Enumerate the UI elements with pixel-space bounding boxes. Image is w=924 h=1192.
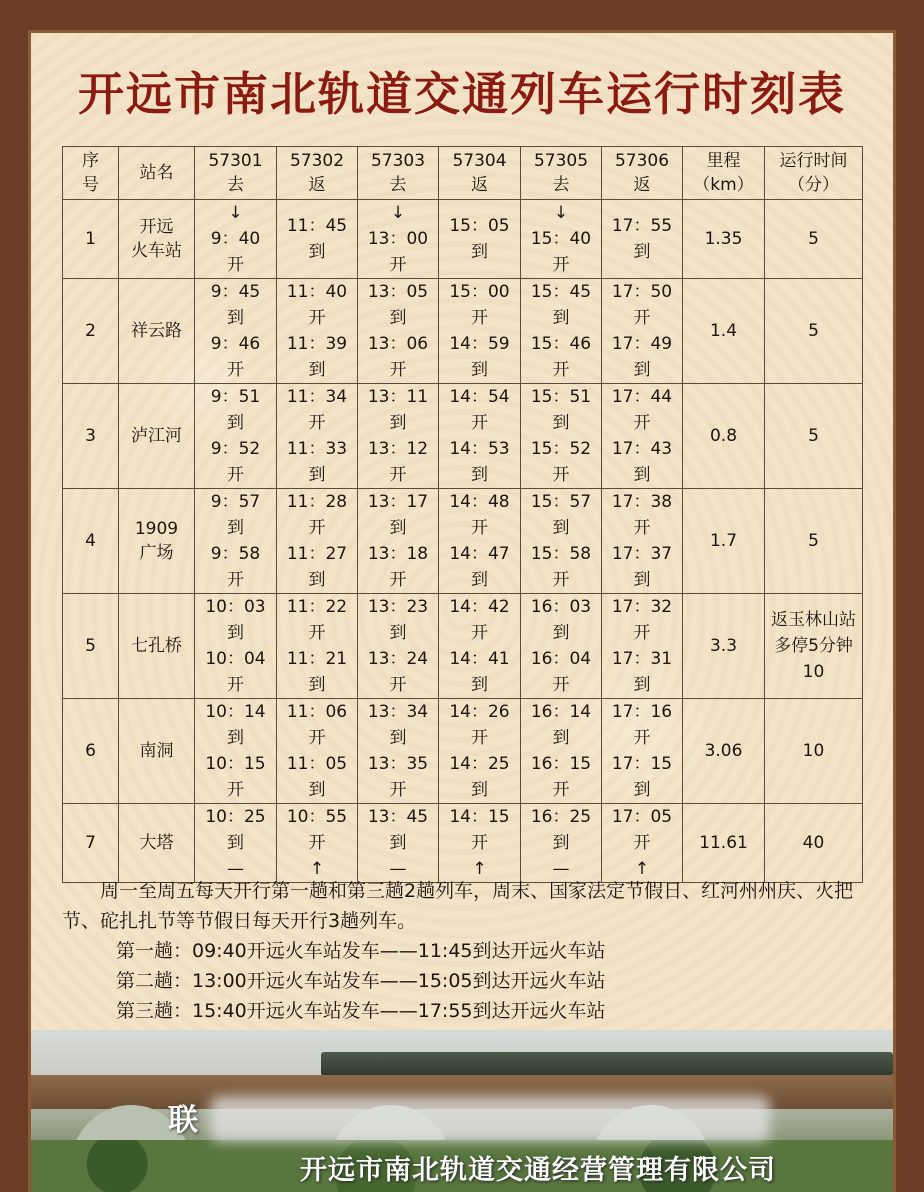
- station-name: 1909 广场: [119, 489, 195, 594]
- time-cell: 16：25 到 —: [521, 804, 602, 883]
- time-cell: 13：11 到 13：12 开: [358, 384, 439, 489]
- time-cell: 14：42 开 14：41 到: [439, 594, 521, 699]
- header-runtime: 运行时间 （分）: [765, 147, 863, 200]
- header-train: 57305 去: [521, 147, 602, 200]
- time-cell: 17：50 开 17：49 到: [602, 279, 683, 384]
- header-train: 57304 返: [439, 147, 521, 200]
- distance-cell: 3.3: [683, 594, 765, 699]
- runtime-cell: 10: [765, 699, 863, 804]
- time-cell: 17：16 开 17：15 到: [602, 699, 683, 804]
- time-cell: 9：51 到 9：52 开: [195, 384, 277, 489]
- table-row: [63, 594, 863, 699]
- row-number: 6: [63, 699, 119, 804]
- contact-label: 联: [168, 1103, 198, 1138]
- header-train: 57306 返: [602, 147, 683, 200]
- station-name: 开远 火车站: [119, 200, 195, 279]
- notes-paragraph: 周一至周五每天开行第一趟和第三趟2趟列车，周末、国家法定节假日、红河州州庆、火把节、砣扎扎节等节假日每天开行3趟列车。: [62, 880, 854, 932]
- time-cell: 9：45 到 9：46 开: [195, 279, 277, 384]
- row-number: 7: [63, 804, 119, 883]
- table-row: [63, 804, 863, 883]
- runtime-cell: 40: [765, 804, 863, 883]
- time-cell: 14：48 开 14：47 到: [439, 489, 521, 594]
- runtime-cell: 5: [765, 200, 863, 279]
- redacted-contact: [210, 1096, 770, 1142]
- distance-cell: 1.4: [683, 279, 765, 384]
- time-cell: 15：45 到 15：46 开: [521, 279, 602, 384]
- time-cell: 17：32 开 17：31 到: [602, 594, 683, 699]
- page-title: 开远市南北轨道交通列车运行时刻表: [78, 67, 846, 121]
- time-cell: 10：14 到 10：15 开: [195, 699, 277, 804]
- time-cell: 17：44 开 17：43 到: [602, 384, 683, 489]
- time-cell: ↓ 9：40 开: [195, 200, 277, 279]
- time-cell: 9：57 到 9：58 开: [195, 489, 277, 594]
- time-cell: 15：51 到 15：52 开: [521, 384, 602, 489]
- table-row: [63, 489, 863, 594]
- trip-line: 第二趟：13:00开远火车站发车——15:05到达开远火车站: [116, 970, 606, 992]
- table-row: [63, 200, 863, 279]
- station-name: 七孔桥: [119, 594, 195, 699]
- distance-cell: 3.06: [683, 699, 765, 804]
- train-image: [321, 1052, 893, 1076]
- time-cell: ↓ 13：00 开: [358, 200, 439, 279]
- time-cell: 11：28 开 11：27 到: [277, 489, 358, 594]
- time-cell: 14：26 开 14：25 到: [439, 699, 521, 804]
- station-name: 祥云路: [119, 279, 195, 384]
- table-row: [63, 279, 863, 384]
- station-name: 泸江河: [119, 384, 195, 489]
- runtime-cell: 5: [765, 384, 863, 489]
- time-cell: 11：22 开 11：21 到: [277, 594, 358, 699]
- header-no: 序 号: [63, 147, 119, 200]
- trip-line: 第一趟：09:40开远火车站发车——11:45到达开远火车站: [116, 940, 606, 962]
- runtime-cell: 5: [765, 279, 863, 384]
- trip-line: 第三趟：15:40开远火车站发车——17:55到达开远火车站: [116, 1000, 606, 1022]
- row-number: 1: [63, 200, 119, 279]
- time-cell: 13：34 到 13：35 开: [358, 699, 439, 804]
- time-cell: 14：15 开 ↑: [439, 804, 521, 883]
- distance-cell: 1.7: [683, 489, 765, 594]
- time-cell: 11：40 开 11：39 到: [277, 279, 358, 384]
- time-cell: 16：03 到 16：04 开: [521, 594, 602, 699]
- notes: [62, 876, 872, 1026]
- time-cell: 13：17 到 13：18 开: [358, 489, 439, 594]
- station-name: 南洞: [119, 699, 195, 804]
- time-cell: 11：45 到: [277, 200, 358, 279]
- header-train: 57301 去: [195, 147, 277, 200]
- time-cell: 15：57 到 15：58 开: [521, 489, 602, 594]
- header-train: 57303 去: [358, 147, 439, 200]
- header-row: [63, 147, 863, 200]
- time-cell: 15：05 到: [439, 200, 521, 279]
- time-cell: 13：23 到 13：24 开: [358, 594, 439, 699]
- time-cell: 17：55 到: [602, 200, 683, 279]
- time-cell: 10：25 到 —: [195, 804, 277, 883]
- time-cell: 10：55 开 ↑: [277, 804, 358, 883]
- distance-cell: 11.61: [683, 804, 765, 883]
- distance-cell: 0.8: [683, 384, 765, 489]
- time-cell: 10：03 到 10：04 开: [195, 594, 277, 699]
- time-cell: 14：54 开 14：53 到: [439, 384, 521, 489]
- row-number: 3: [63, 384, 119, 489]
- company-name: 开远市南北轨道交通经营管理有限公司: [300, 1155, 776, 1186]
- time-cell: 16：14 到 16：15 开: [521, 699, 602, 804]
- row-number: 4: [63, 489, 119, 594]
- table-row: [63, 699, 863, 804]
- station-name: 大塔: [119, 804, 195, 883]
- runtime-cell: 5: [765, 489, 863, 594]
- header-distance: 里程 （km）: [683, 147, 765, 200]
- runtime-cell: 返玉林山站 多停5分钟 10: [765, 594, 863, 699]
- header-station: 站名: [119, 147, 195, 200]
- time-cell: 11：06 开 11：05 到: [277, 699, 358, 804]
- row-number: 5: [63, 594, 119, 699]
- timetable: [62, 146, 863, 883]
- distance-cell: 1.35: [683, 200, 765, 279]
- header-train: 57302 返: [277, 147, 358, 200]
- time-cell: 17：38 开 17：37 到: [602, 489, 683, 594]
- time-cell: 15：00 开 14：59 到: [439, 279, 521, 384]
- time-cell: 13：45 到 —: [358, 804, 439, 883]
- table-row: [63, 384, 863, 489]
- row-number: 2: [63, 279, 119, 384]
- time-cell: 13：05 到 13：06 开: [358, 279, 439, 384]
- time-cell: 17：05 开 ↑: [602, 804, 683, 883]
- time-cell: ↓ 15：40 开: [521, 200, 602, 279]
- time-cell: 11：34 开 11：33 到: [277, 384, 358, 489]
